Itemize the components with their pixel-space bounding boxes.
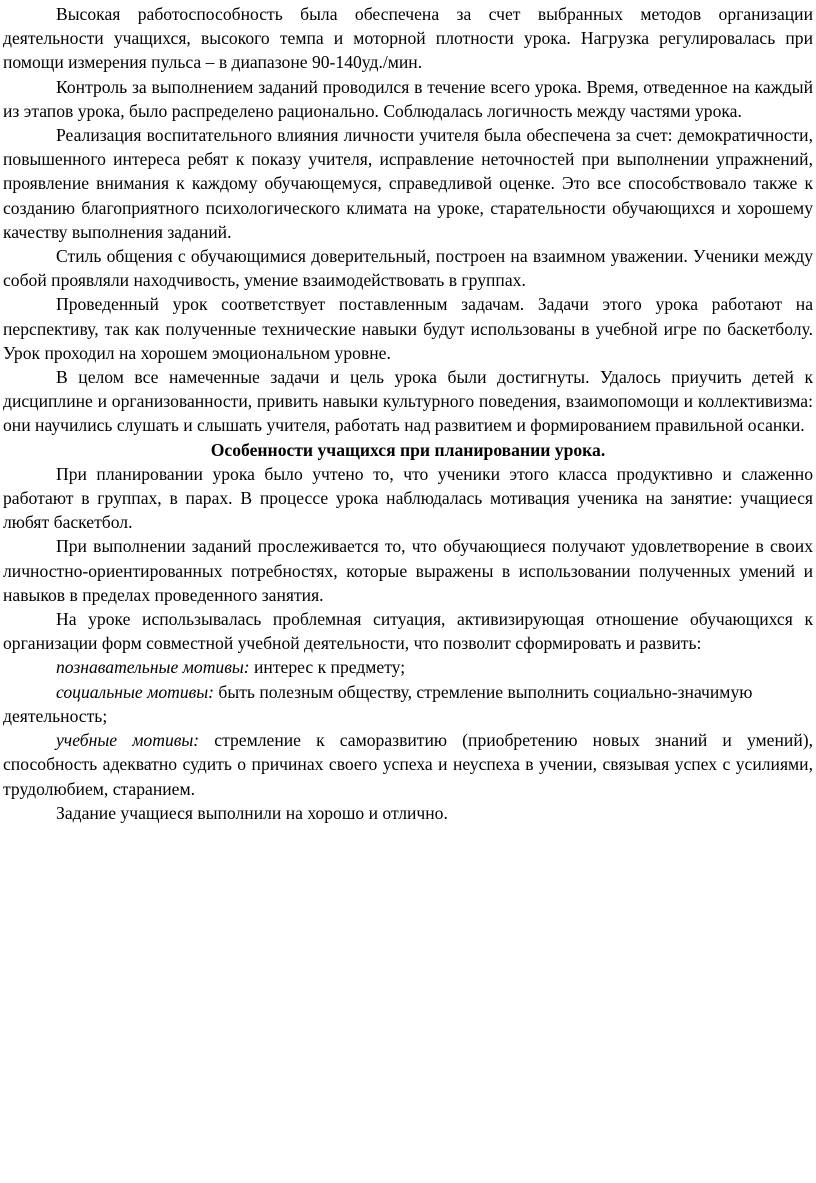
motive-text: интерес к предмету; [249,657,406,678]
paragraph-closing: Задание учащиеся выполнили на хорошо и отлично. [56,802,448,823]
motive-text: быть полезным обществу, стремление выполнить социально-значимую деятельность; [3,681,753,726]
motive-item [3,655,813,679]
paragraph-communication-style: Стиль общения с обучающимися доверительный, построен на взаимном уважении. Ученики между собой проявляли находчивость, умение взаимодействовать в группах. [3,246,813,291]
motive-label: познавательные мотивы: [56,657,250,678]
motive-item [3,680,813,728]
motive-text: стремление к саморазвитию (приобретению новых знаний и умений), способность адекватно судить о причинах своего успеха и неуспеха в учении, связывая успех с усилиями, трудолюбием, старанием. [3,730,813,799]
paragraph-group-work: При планировании урока было учтено то, что ученики этого класса продуктивно и слаженно работают в группах, в парах. В процессе урока наблюдалась мотивация ученика на занятие: учащиеся любят баскетбол. [3,463,813,533]
motive-label: социальные мотивы: [56,681,215,702]
paragraph-performance: Высокая работоспособность была обеспечена за счет выбранных методов организации деятельности учащихся, высокого темпа и моторной плотности урока. Нагрузка регулировалась при помощи измерения пульса – в диапазоне 90-140уд./мин. [3,4,813,73]
paragraph-satisfaction: При выполнении заданий прослеживается то, что обучающиеся получают удовлетворение в своих личностно-ориентированных потребностях, которые выражены в использовании полученных умений и навыков в пределах проведенного занятия. [3,536,813,605]
paragraph-conclusion: В целом все намеченные задачи и цель урока были достигнуты. Удалось приучить детей к дисциплине и организованности, привить навыки культурного поведения, взаимопомощи и коллективизма: они научились слушать и слышать учителя, работать над развитием и формированием правильной осанки. [3,367,813,436]
paragraph-lesson-objectives: Проведенный урок соответствует поставленным задачам. Задачи этого урока работают на перспективу, так как полученные технические навыки будут использованы в учебной игре по баскетболу. Урок проходил на хорошем эмоциональном уровне. [3,294,813,363]
section-heading: Особенности учащихся при планировании урока. [210,439,606,460]
paragraph-problem-situation: На уроке использывалась проблемная ситуация, активизирующая отношение обучающихся к организации форм совместной учебной деятельности, что позволит сформировать и развить: [3,609,813,654]
motive-item [3,728,813,801]
paragraph-control: Контроль за выполнением заданий проводился в течение всего урока. Время, отведенное на каждый из этапов урока, было распределено рационально. Соблюдалась логичность между частями урока. [3,76,813,121]
paragraph-educational-influence: Реализация воспитательного влияния личности учителя была обеспечена за счет: демократичности, повышенного интереса ребят к показу учителя, исправление неточностей при выполнении упражнений, проявление внимания к каждому обучающемуся, справедливой оценке. Это все способствовало также к созданию благоприятного психологического климата на уроке, старательности обучающихся и хорошему качеству выполнения заданий. [3,125,813,242]
motive-label: учебные мотивы: [56,730,200,751]
